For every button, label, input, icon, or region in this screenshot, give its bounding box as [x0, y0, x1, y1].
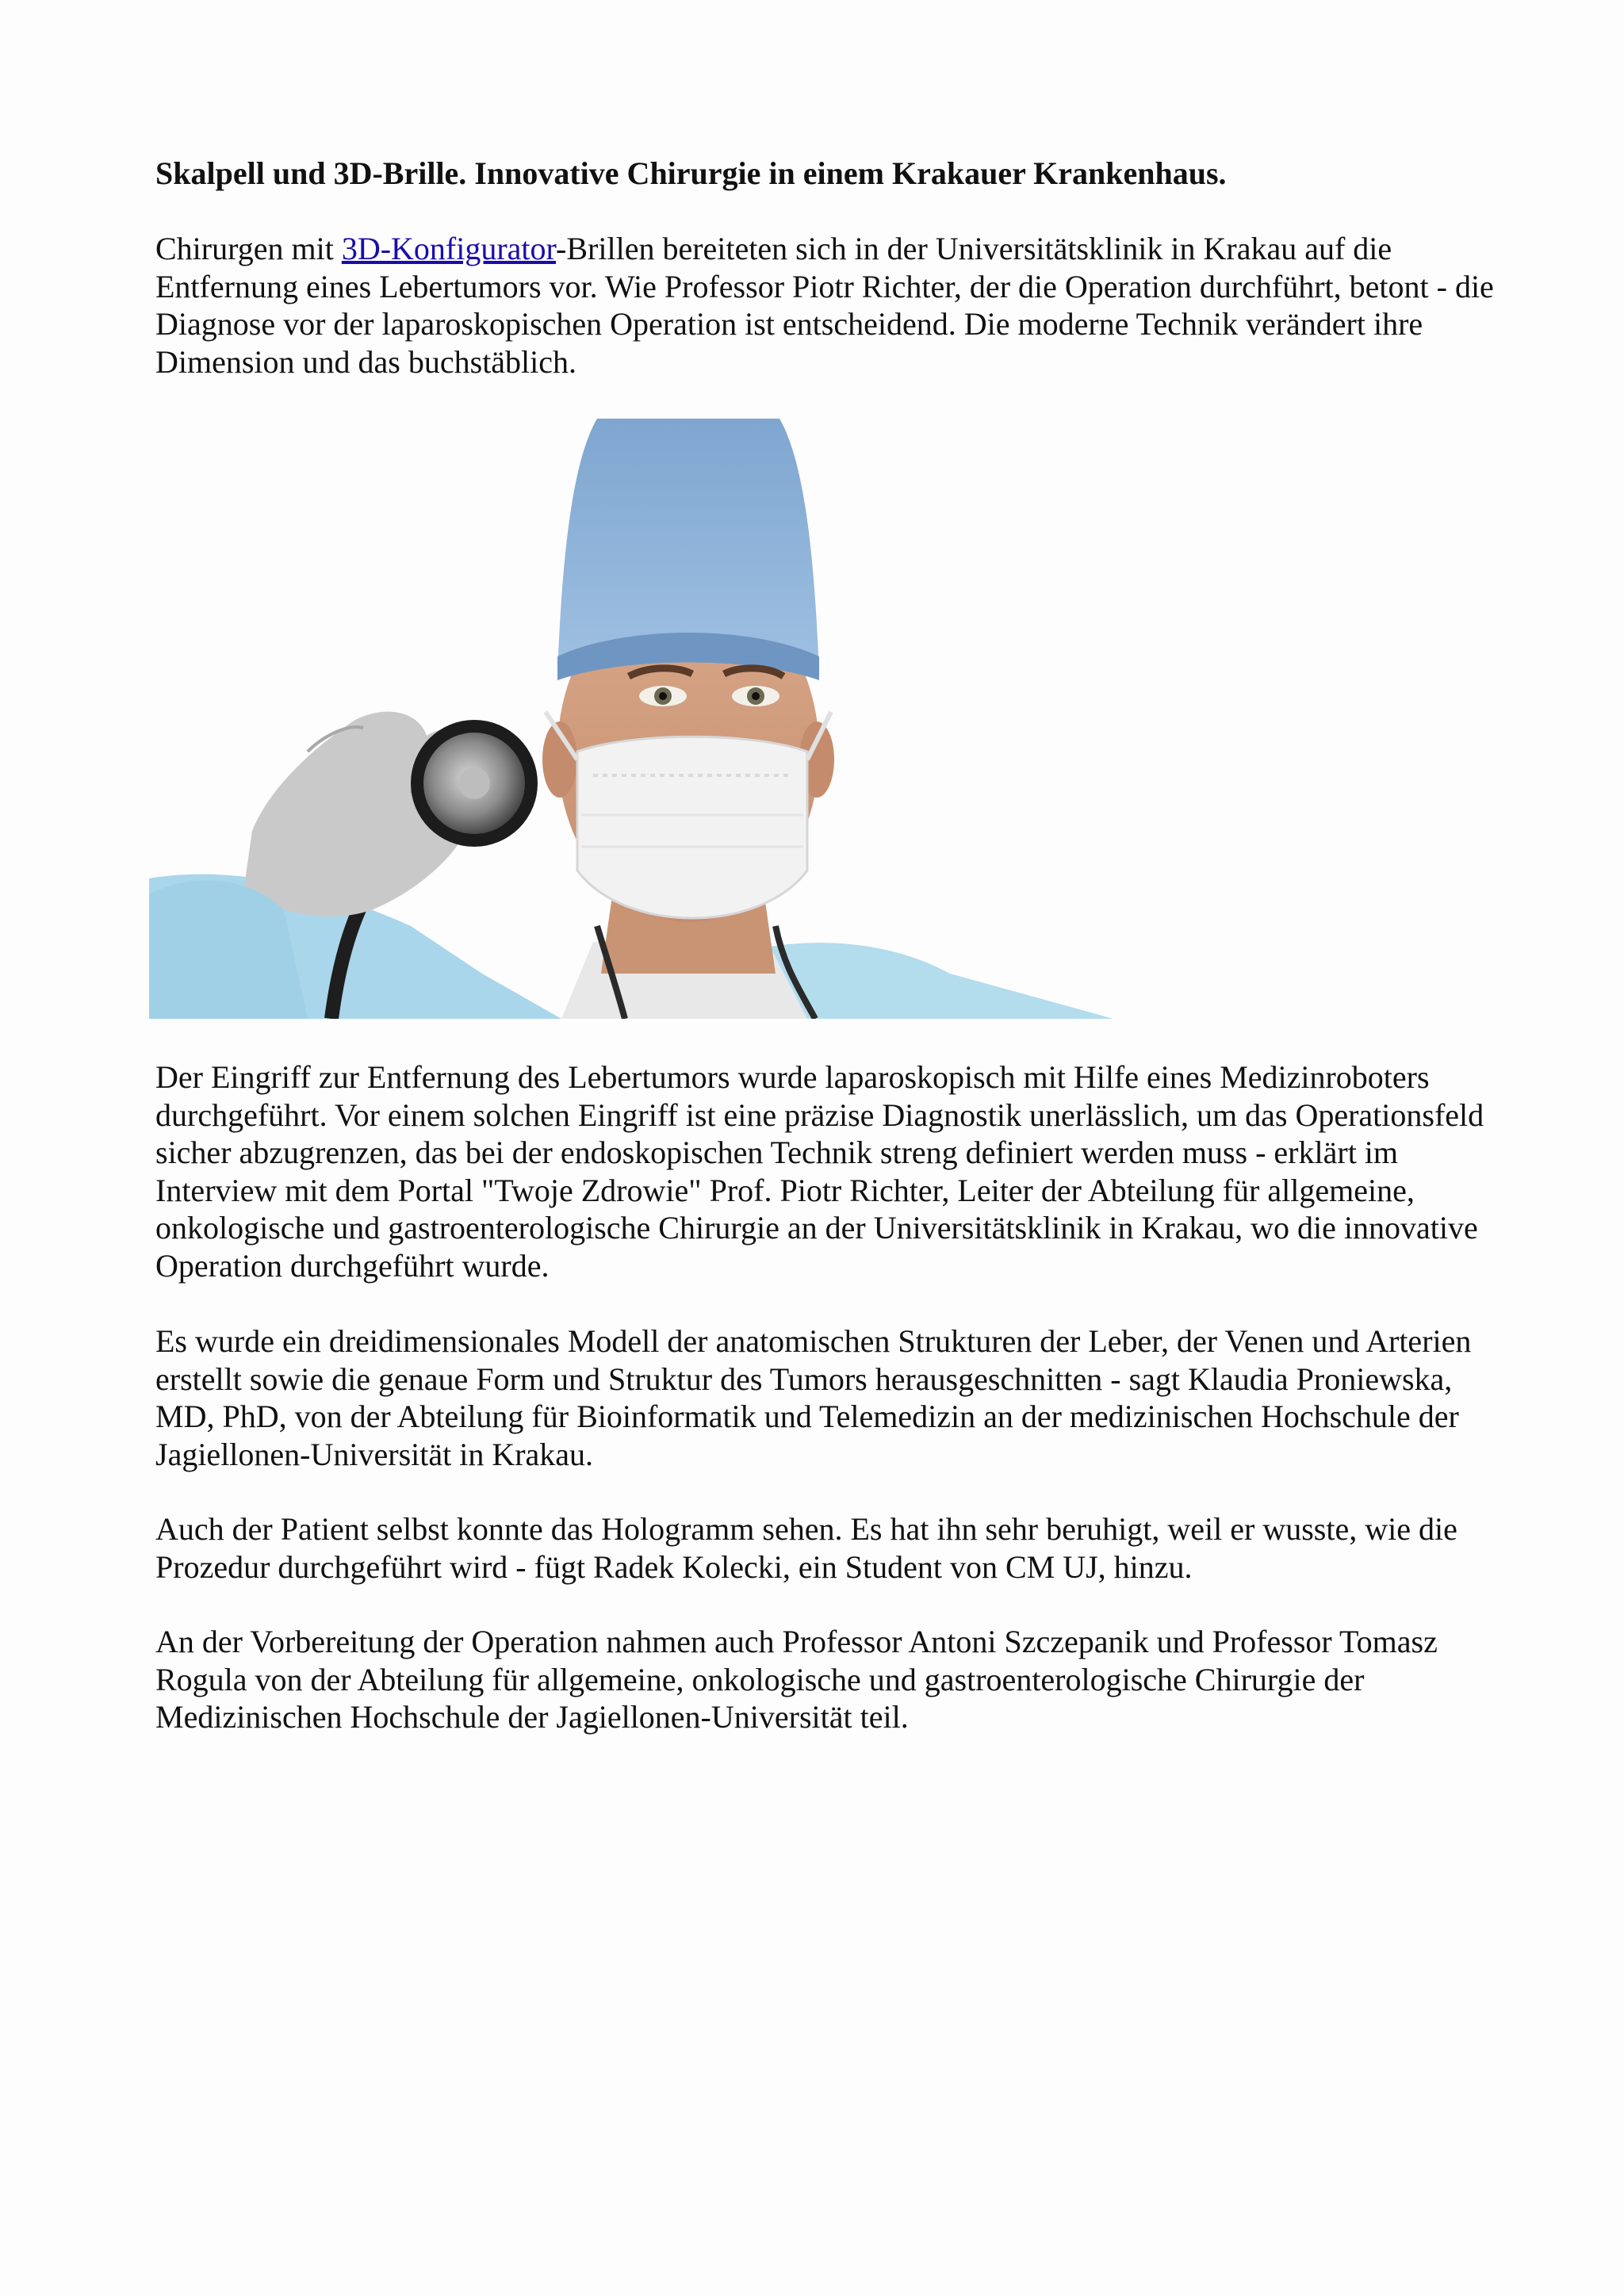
body-paragraph-3: Auch der Patient selbst konnte das Hologramm sehen. Es hat ihn sehr beruhigt, weil er wusste, wie die Prozedur durchgeführt wird - fügt Radek Kolecki, ein Student von CM UJ, hinzu. [155, 1511, 1457, 1585]
body-paragraph-2: Es wurde ein dreidimensionales Modell der anatomischen Strukturen der Leber, der Venen und Arterien erstellt sowie die genaue Form und Struktur des Tumors herausgeschnitten - sagt Klaudia Proniewska, MD, PhD, von der Abteilung für Bioinformatik und Telemedizin an der medizinischen Hochschule der Jagiellonen-Universität in Krakau. [155, 1323, 1472, 1472]
intro-paragraph [155, 230, 1503, 381]
konfigurator-link[interactable]: 3D-Konfigurator [341, 231, 557, 266]
intro-text-start: Chirurgen mit [155, 231, 342, 266]
article-title: Skalpell und 3D-Brille. Innovative Chirurgie in einem Krakauer Krankenhaus. [155, 155, 1227, 191]
intro-text-end: -Brillen bereiteten sich in der Universitätsklinik in Krakau auf die Entfernung eines Lebertumors vor. Wie Professor Piotr Richter, der die Operation durchführt, betont - die Diagnose vor der laparoskopischen Operation ist entscheidend. Die moderne Technik verändert ihre Dimension und das buchstäblich. [155, 231, 1494, 380]
surgeon-photo [149, 419, 1113, 1019]
body-paragraph-4: An der Vorbereitung der Operation nahmen auch Professor Antoni Szczepanik und Professor Tomasz Rogula von der Abteilung für allgemeine, onkologische und gastroenterologische Chirurgie der Medizinischen Hochschule der Jagiellonen-Universität teil. [155, 1624, 1438, 1735]
body-paragraph-1: Der Eingriff zur Entfernung des Lebertumors wurde laparoskopisch mit Hilfe eines Medizinroboters durchgeführt. Vor einem solchen Eingriff ist eine präzise Diagnostik unerlässlich, um das Operationsfeld sicher abzugrenzen, das bei der endoskopischen Technik streng definiert werden muss - erklärt im Interview mit dem Portal "Twoje Zdrowie" Prof. Piotr Richter, Leiter der Abteilung für allgemeine, onkologische und gastroenterologische Chirurgie an der Universitätsklinik in Krakau, wo die innovative Operation durchgeführt wurde. [155, 1059, 1484, 1284]
